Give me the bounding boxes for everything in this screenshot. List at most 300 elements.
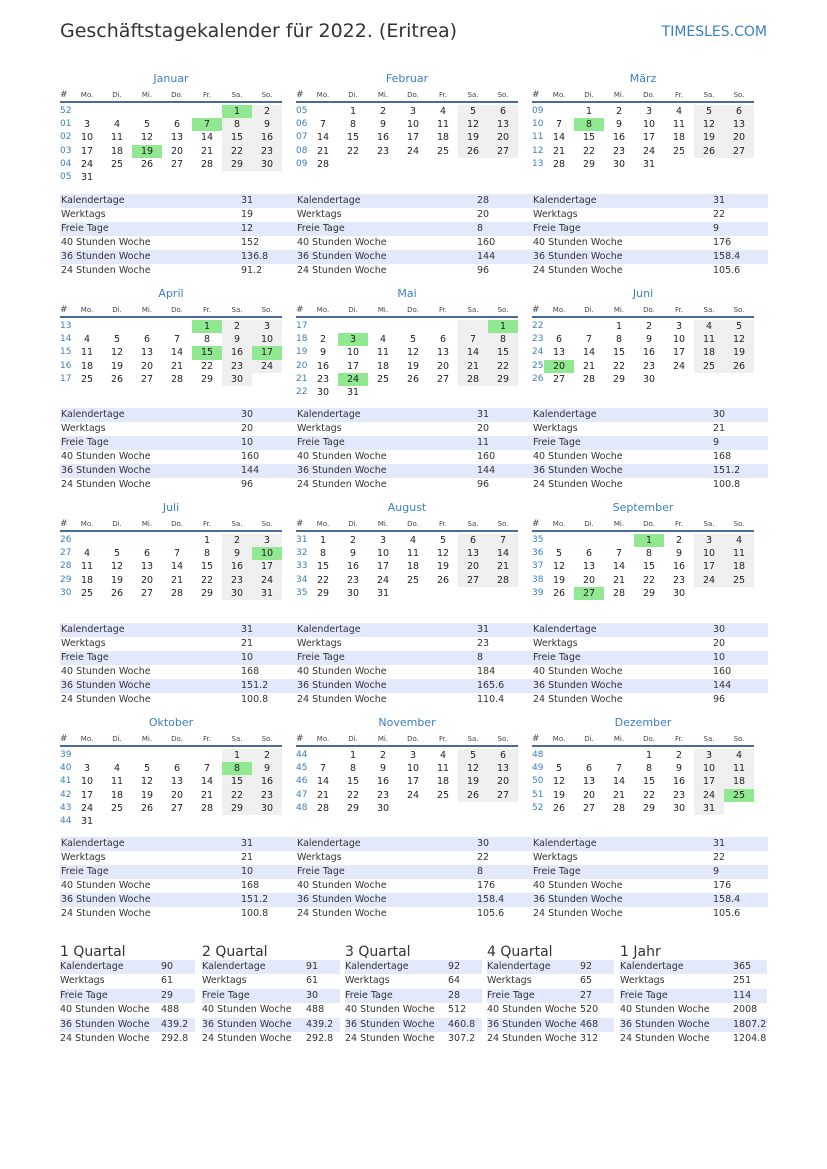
day-cell[interactable]: 12 [140,132,154,144]
day-cell[interactable]: 21 [316,145,330,157]
day-cell[interactable]: 7 [555,119,563,131]
day-cell[interactable]: 23 [316,373,330,385]
day-cell[interactable]: 11 [80,561,94,573]
day-cell[interactable]: 26 [552,587,566,599]
day-cell[interactable]: 27 [552,373,566,385]
day-cell[interactable]: 24 [406,789,420,801]
day-cell[interactable]: 4 [113,119,121,131]
day-cell[interactable]: 29 [642,587,656,599]
day-cell[interactable]: 22 [582,145,596,157]
day-cell[interactable]: 10 [80,776,94,788]
day-cell[interactable]: 18 [80,360,94,372]
day-cell[interactable]: 20 [582,789,596,801]
day-cell[interactable]: 2 [645,321,653,332]
day-cell[interactable]: 9 [645,334,653,346]
day-cell[interactable]: 9 [252,762,282,775]
day-cell[interactable]: 6 [173,763,181,775]
day-cell[interactable]: 12 [552,561,566,573]
day-cell[interactable]: 14 [200,776,214,788]
day-cell[interactable]: 6 [143,548,151,560]
day-cell[interactable]: 6 [555,334,563,346]
holiday-cell[interactable]: 17 [252,346,282,359]
day-cell[interactable]: 5 [409,334,417,346]
day-cell[interactable]: 5 [555,548,563,560]
day-cell[interactable]: 15 [582,132,596,144]
holiday-cell[interactable]: 1 [192,320,222,333]
day-cell[interactable]: 10 [80,132,94,144]
day-cell[interactable]: 14 [200,132,214,144]
day-cell[interactable]: 15 [200,561,214,573]
day-cell[interactable]: 31 [80,171,94,183]
day-cell[interactable]: 29 [222,158,252,171]
day-cell[interactable]: 8 [203,548,211,560]
day-cell[interactable]: 15 [222,131,252,144]
day-cell[interactable]: 6 [143,334,151,346]
day-cell[interactable]: 3 [379,535,387,546]
day-cell[interactable]: 19 [552,574,566,586]
day-cell[interactable]: 7 [173,548,181,560]
day-cell[interactable]: 21 [552,145,566,157]
day-cell[interactable]: 1 [349,750,357,761]
day-cell[interactable]: 11 [694,333,724,346]
day-cell[interactable]: 2 [222,534,252,547]
day-cell[interactable]: 11 [406,548,420,560]
day-cell[interactable]: 27 [488,789,518,802]
day-cell[interactable]: 7 [319,763,327,775]
day-cell[interactable]: 6 [488,749,518,762]
day-cell[interactable]: 25 [724,574,754,587]
day-cell[interactable]: 4 [83,548,91,560]
day-cell[interactable]: 22 [316,574,330,586]
day-cell[interactable]: 14 [582,347,596,359]
day-cell[interactable]: 16 [252,775,282,788]
day-cell[interactable]: 4 [439,106,447,117]
day-cell[interactable]: 14 [552,132,566,144]
day-cell[interactable]: 19 [694,131,724,144]
day-cell[interactable]: 21 [200,145,214,157]
day-cell[interactable]: 7 [458,333,488,346]
holiday-cell[interactable]: 20 [544,360,574,373]
day-cell[interactable]: 23 [376,789,390,801]
day-cell[interactable]: 27 [170,158,184,170]
day-cell[interactable]: 28 [170,373,184,385]
day-cell[interactable]: 29 [200,587,214,599]
day-cell[interactable]: 11 [376,347,390,359]
day-cell[interactable]: 10 [346,347,360,359]
day-cell[interactable]: 3 [694,534,724,547]
day-cell[interactable]: 31 [80,815,94,827]
day-cell[interactable]: 23 [642,360,656,372]
day-cell[interactable]: 21 [316,789,330,801]
day-cell[interactable]: 30 [376,802,390,814]
day-cell[interactable]: 20 [170,789,184,801]
day-cell[interactable]: 7 [615,763,623,775]
day-cell[interactable]: 2 [379,106,387,117]
day-cell[interactable]: 5 [143,763,151,775]
day-cell[interactable]: 12 [140,776,154,788]
day-cell[interactable]: 21 [612,789,626,801]
holiday-cell[interactable]: 25 [724,789,754,802]
day-cell[interactable]: 28 [582,373,596,385]
day-cell[interactable]: 26 [110,373,124,385]
day-cell[interactable]: 18 [406,561,420,573]
day-cell[interactable]: 27 [140,587,154,599]
day-cell[interactable]: 21 [582,360,596,372]
day-cell[interactable]: 22 [642,574,656,586]
day-cell[interactable]: 29 [346,802,360,814]
brand-link[interactable]: TIMESLES.COM [661,24,767,40]
day-cell[interactable]: 2 [675,535,683,546]
day-cell[interactable]: 22 [488,360,518,373]
day-cell[interactable]: 15 [642,776,656,788]
day-cell[interactable]: 26 [140,158,154,170]
day-cell[interactable]: 26 [724,360,754,373]
day-cell[interactable]: 18 [724,560,754,573]
day-cell[interactable]: 9 [675,763,683,775]
day-cell[interactable]: 26 [694,145,724,158]
day-cell[interactable]: 28 [458,373,488,386]
day-cell[interactable]: 8 [645,548,653,560]
day-cell[interactable]: 22 [612,360,626,372]
day-cell[interactable]: 14 [488,547,518,560]
day-cell[interactable]: 28 [316,158,330,170]
day-cell[interactable]: 14 [316,132,330,144]
day-cell[interactable]: 1 [349,106,357,117]
day-cell[interactable]: 10 [376,548,390,560]
day-cell[interactable]: 13 [458,547,488,560]
day-cell[interactable]: 6 [585,548,593,560]
day-cell[interactable]: 12 [458,762,488,775]
day-cell[interactable]: 22 [346,145,360,157]
day-cell[interactable]: 2 [349,535,357,546]
day-cell[interactable]: 28 [612,587,626,599]
day-cell[interactable]: 28 [552,158,566,170]
day-cell[interactable]: 15 [612,347,626,359]
day-cell[interactable]: 4 [379,334,387,346]
day-cell[interactable]: 9 [379,119,387,131]
day-cell[interactable]: 11 [724,762,754,775]
day-cell[interactable]: 29 [582,158,596,170]
day-cell[interactable]: 21 [200,789,214,801]
day-cell[interactable]: 24 [694,574,724,587]
day-cell[interactable]: 16 [376,132,390,144]
day-cell[interactable]: 30 [346,587,360,599]
day-cell[interactable]: 2 [222,320,252,333]
day-cell[interactable]: 15 [222,775,252,788]
day-cell[interactable]: 22 [346,789,360,801]
holiday-cell[interactable]: 3 [338,333,368,346]
day-cell[interactable]: 10 [694,547,724,560]
day-cell[interactable]: 15 [346,132,360,144]
day-cell[interactable]: 13 [582,561,596,573]
day-cell[interactable]: 16 [316,360,330,372]
day-cell[interactable]: 20 [458,560,488,573]
day-cell[interactable]: 19 [458,131,488,144]
day-cell[interactable]: 8 [319,548,327,560]
day-cell[interactable]: 4 [83,334,91,346]
day-cell[interactable]: 12 [110,561,124,573]
day-cell[interactable]: 14 [316,776,330,788]
day-cell[interactable]: 14 [612,776,626,788]
day-cell[interactable]: 2 [379,750,387,761]
day-cell[interactable]: 2 [319,334,327,346]
day-cell[interactable]: 19 [110,574,124,586]
day-cell[interactable]: 29 [200,373,214,385]
day-cell[interactable]: 19 [724,346,754,359]
day-cell[interactable]: 18 [436,776,450,788]
day-cell[interactable]: 11 [436,763,450,775]
day-cell[interactable]: 4 [694,320,724,333]
holiday-cell[interactable]: 8 [574,118,604,131]
day-cell[interactable]: 25 [80,587,94,599]
day-cell[interactable]: 30 [252,802,282,815]
day-cell[interactable]: 19 [406,360,420,372]
day-cell[interactable]: 6 [724,105,754,118]
day-cell[interactable]: 16 [222,560,252,573]
day-cell[interactable]: 12 [552,776,566,788]
day-cell[interactable]: 16 [672,561,686,573]
day-cell[interactable]: 4 [113,763,121,775]
day-cell[interactable]: 15 [488,346,518,359]
day-cell[interactable]: 29 [612,373,626,385]
day-cell[interactable]: 16 [376,776,390,788]
day-cell[interactable]: 20 [170,145,184,157]
day-cell[interactable]: 30 [252,158,282,171]
day-cell[interactable]: 18 [80,574,94,586]
day-cell[interactable]: 17 [346,360,360,372]
day-cell[interactable]: 3 [675,321,683,332]
day-cell[interactable]: 31 [346,386,360,398]
day-cell[interactable]: 10 [406,763,420,775]
day-cell[interactable]: 9 [379,763,387,775]
day-cell[interactable]: 30 [672,802,686,814]
day-cell[interactable]: 6 [585,763,593,775]
day-cell[interactable]: 20 [582,574,596,586]
day-cell[interactable]: 8 [349,119,357,131]
day-cell[interactable]: 5 [113,334,121,346]
day-cell[interactable]: 5 [458,749,488,762]
day-cell[interactable]: 16 [252,131,282,144]
day-cell[interactable]: 17 [406,132,420,144]
day-cell[interactable]: 3 [83,763,91,775]
day-cell[interactable]: 2 [675,750,683,761]
day-cell[interactable]: 13 [170,776,184,788]
day-cell[interactable]: 21 [170,574,184,586]
day-cell[interactable]: 16 [672,776,686,788]
day-cell[interactable]: 31 [694,802,724,815]
day-cell[interactable]: 3 [83,119,91,131]
day-cell[interactable]: 29 [222,802,252,815]
day-cell[interactable]: 24 [694,789,724,802]
day-cell[interactable]: 5 [439,535,447,546]
day-cell[interactable]: 13 [488,118,518,131]
day-cell[interactable]: 7 [203,763,211,775]
day-cell[interactable]: 13 [488,762,518,775]
day-cell[interactable]: 13 [140,347,154,359]
day-cell[interactable]: 17 [694,560,724,573]
holiday-cell[interactable]: 1 [634,534,664,547]
day-cell[interactable]: 12 [724,333,754,346]
day-cell[interactable]: 20 [140,574,154,586]
day-cell[interactable]: 22 [222,789,252,802]
day-cell[interactable]: 4 [675,106,683,117]
day-cell[interactable]: 27 [582,802,596,814]
day-cell[interactable]: 17 [80,789,94,801]
day-cell[interactable]: 22 [200,574,214,586]
day-cell[interactable]: 11 [110,776,124,788]
day-cell[interactable]: 10 [672,334,686,346]
day-cell[interactable]: 28 [170,587,184,599]
day-cell[interactable]: 20 [140,360,154,372]
day-cell[interactable]: 9 [252,118,282,131]
day-cell[interactable]: 18 [436,132,450,144]
day-cell[interactable]: 8 [645,763,653,775]
day-cell[interactable]: 23 [222,574,252,587]
day-cell[interactable]: 1 [585,106,593,117]
day-cell[interactable]: 30 [316,386,330,398]
day-cell[interactable]: 30 [672,587,686,599]
day-cell[interactable]: 14 [458,346,488,359]
day-cell[interactable]: 22 [222,145,252,158]
day-cell[interactable]: 13 [140,561,154,573]
day-cell[interactable]: 25 [672,145,686,157]
holiday-cell[interactable]: 8 [222,762,252,775]
day-cell[interactable]: 18 [110,789,124,801]
day-cell[interactable]: 23 [376,145,390,157]
day-cell[interactable]: 28 [200,158,214,170]
day-cell[interactable]: 24 [80,158,94,170]
day-cell[interactable]: 29 [488,373,518,386]
day-cell[interactable]: 4 [439,750,447,761]
day-cell[interactable]: 28 [612,802,626,814]
day-cell[interactable]: 14 [170,347,184,359]
day-cell[interactable]: 30 [642,373,656,385]
day-cell[interactable]: 10 [694,762,724,775]
day-cell[interactable]: 23 [346,574,360,586]
day-cell[interactable]: 24 [376,574,390,586]
day-cell[interactable]: 2 [252,749,282,762]
day-cell[interactable]: 25 [110,802,124,814]
day-cell[interactable]: 18 [376,360,390,372]
holiday-cell[interactable]: 10 [252,547,282,560]
holiday-cell[interactable]: 19 [132,145,162,158]
day-cell[interactable]: 20 [488,775,518,788]
day-cell[interactable]: 6 [173,119,181,131]
day-cell[interactable]: 23 [612,145,626,157]
day-cell[interactable]: 28 [316,802,330,814]
day-cell[interactable]: 8 [615,334,623,346]
day-cell[interactable]: 23 [252,145,282,158]
day-cell[interactable]: 18 [110,145,124,157]
day-cell[interactable]: 13 [436,347,450,359]
day-cell[interactable]: 27 [458,574,488,587]
day-cell[interactable]: 5 [113,548,121,560]
day-cell[interactable]: 27 [140,373,154,385]
day-cell[interactable]: 19 [552,789,566,801]
day-cell[interactable]: 12 [458,118,488,131]
day-cell[interactable]: 17 [694,775,724,788]
day-cell[interactable]: 15 [642,561,656,573]
day-cell[interactable]: 20 [724,131,754,144]
day-cell[interactable]: 4 [724,534,754,547]
day-cell[interactable]: 27 [436,373,450,385]
day-cell[interactable]: 17 [80,145,94,157]
day-cell[interactable]: 25 [80,373,94,385]
day-cell[interactable]: 12 [110,347,124,359]
day-cell[interactable]: 21 [612,574,626,586]
day-cell[interactable]: 17 [642,132,656,144]
day-cell[interactable]: 1 [645,750,653,761]
holiday-cell[interactable]: 27 [574,587,604,600]
day-cell[interactable]: 25 [376,373,390,385]
day-cell[interactable]: 1 [203,535,211,546]
day-cell[interactable]: 8 [222,118,252,131]
day-cell[interactable]: 4 [724,749,754,762]
day-cell[interactable]: 7 [488,534,518,547]
day-cell[interactable]: 11 [724,547,754,560]
day-cell[interactable]: 26 [458,789,488,802]
day-cell[interactable]: 7 [615,548,623,560]
day-cell[interactable]: 13 [582,776,596,788]
day-cell[interactable]: 26 [140,802,154,814]
day-cell[interactable]: 5 [143,119,151,131]
day-cell[interactable]: 30 [222,587,252,600]
day-cell[interactable]: 24 [672,360,686,372]
day-cell[interactable]: 16 [642,347,656,359]
day-cell[interactable]: 9 [319,347,327,359]
day-cell[interactable]: 8 [488,333,518,346]
day-cell[interactable]: 7 [319,119,327,131]
day-cell[interactable]: 9 [675,548,683,560]
day-cell[interactable]: 30 [612,158,626,170]
day-cell[interactable]: 19 [140,789,154,801]
holiday-cell[interactable]: 7 [192,118,222,131]
day-cell[interactable]: 27 [488,145,518,158]
day-cell[interactable]: 25 [436,145,450,157]
day-cell[interactable]: 31 [642,158,656,170]
day-cell[interactable]: 18 [694,346,724,359]
day-cell[interactable]: 18 [672,132,686,144]
day-cell[interactable]: 23 [672,574,686,586]
day-cell[interactable]: 23 [252,789,282,802]
day-cell[interactable]: 24 [642,145,656,157]
day-cell[interactable]: 24 [80,802,94,814]
day-cell[interactable]: 16 [222,346,252,359]
day-cell[interactable]: 16 [346,561,360,573]
day-cell[interactable]: 22 [200,360,214,372]
day-cell[interactable]: 5 [458,105,488,118]
day-cell[interactable]: 3 [694,749,724,762]
holiday-cell[interactable]: 15 [192,346,222,359]
day-cell[interactable]: 29 [316,587,330,599]
day-cell[interactable]: 28 [200,802,214,814]
day-cell[interactable]: 5 [555,763,563,775]
day-cell[interactable]: 2 [615,106,623,117]
day-cell[interactable]: 17 [376,561,390,573]
day-cell[interactable]: 4 [409,535,417,546]
day-cell[interactable]: 1 [319,535,327,546]
day-cell[interactable]: 26 [552,802,566,814]
day-cell[interactable]: 26 [110,587,124,599]
day-cell[interactable]: 24 [252,574,282,587]
day-cell[interactable]: 17 [672,347,686,359]
day-cell[interactable]: 14 [612,561,626,573]
day-cell[interactable]: 12 [406,347,420,359]
day-cell[interactable]: 25 [436,789,450,801]
day-cell[interactable]: 15 [316,561,330,573]
day-cell[interactable]: 17 [406,776,420,788]
day-cell[interactable]: 13 [552,347,566,359]
